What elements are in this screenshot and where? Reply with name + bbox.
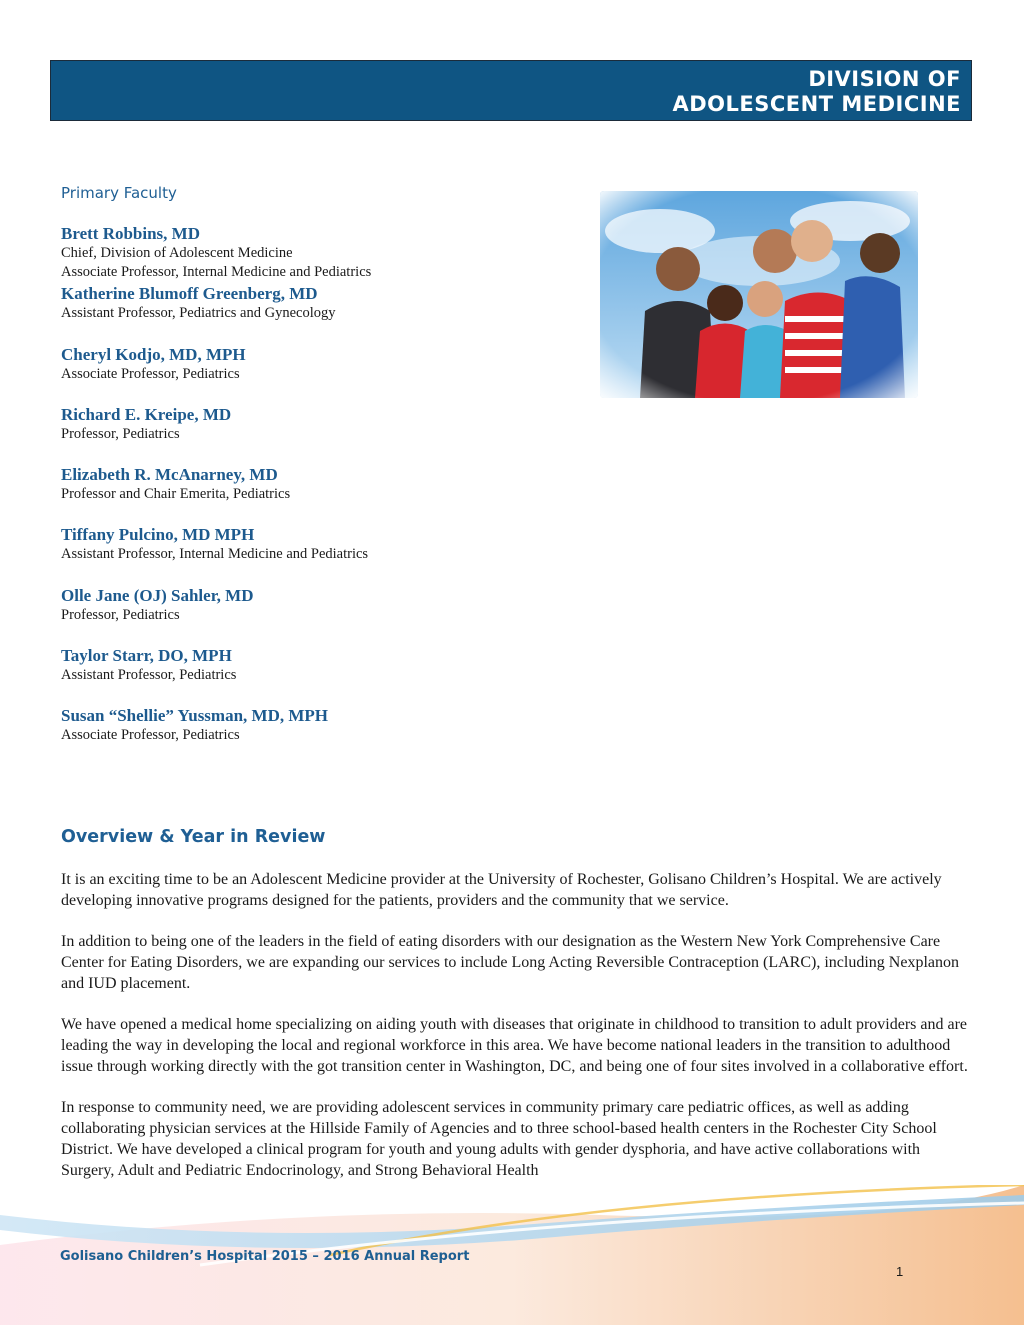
faculty-entry [61,224,581,284]
faculty-name: Richard E. Kreipe, MD [61,404,232,424]
faculty-title: Associate Professor, Internal Medicine and Pediatrics [61,264,372,280]
faculty-title: Professor and Chair Emerita, Pediatrics [61,486,291,503]
faculty-name: Elizabeth R. McAnarney, MD [61,465,278,485]
header-line-1: DIVISION OF [808,67,961,91]
faculty-entry [61,345,581,405]
faculty-title: Professor, Pediatrics [61,425,180,442]
faculty-title: Associate Professor, Pediatrics [61,365,240,382]
faculty-name: Susan “Shellie” Yussman, MD, MPH [61,706,329,726]
faculty-entry [61,465,581,525]
faculty-title: Assistant Professor, Pediatrics and Gynecology [61,305,336,322]
faculty-title: Professor, Pediatrics [61,606,180,623]
faculty-entry [61,525,581,585]
overview-body [61,869,971,1201]
faculty-name: Brett Robbins, MD [61,224,200,243]
faculty-list [61,224,581,767]
faculty-entry [61,405,581,465]
faculty-title: Associate Professor, Pediatrics [61,727,240,744]
overview-paragraph: In response to community need, we are providing adolescent services in community primary care pediatric offices, as well as adding collaborating physician services at the Hillside Family of Agencies and to three school-based health centers in the Rochester City School District. We have developed a clinical program for youth and young adults with gender dysphoria, and have active collaborations with Surgery, Adult and Pediatric Endocrinology, and Strong Behavioral Health [61,1099,937,1179]
overview-paragraph: It is an exciting time to be an Adolescent Medicine provider at the University of Rochester, Golisano Children’s Hospital. We are actively developing innovative programs designed for the patients, providers and the community that we service. [61,871,942,909]
footer-report-title: Golisano Children’s Hospital 2015 – 2016 Annual Report [60,1249,470,1264]
teen-group-photo [600,191,918,398]
overview-heading: Overview & Year in Review [61,827,326,847]
faculty-name: Katherine Blumoff Greenberg, MD [61,284,318,304]
division-header-banner [50,60,972,121]
faculty-title: Assistant Professor, Pediatrics [61,667,237,684]
header-line-2: ADOLESCENT MEDICINE [672,92,961,116]
faculty-name: Olle Jane (OJ) Sahler, MD [61,585,254,605]
faculty-entry [61,646,581,706]
faculty-title: Assistant Professor, Internal Medicine and Pediatrics [61,546,369,563]
page-number: 1 [896,1264,904,1279]
overview-paragraph: We have opened a medical home specializing on aiding youth with diseases that originate in childhood to transition to adult providers and are leading the way in developing the local and regional workforce in this area. We have become national leaders in the transition to adulthood issue through working directly with the got transition center in Washington, DC, and being one of four sites involved in a collaborative effort. [61,1016,968,1075]
faculty-name: Tiffany Pulcino, MD MPH [61,525,255,545]
faculty-entry [61,586,581,646]
faculty-name: Taylor Starr, DO, MPH [61,646,232,666]
faculty-title: Chief, Division of Adolescent Medicine [61,245,293,261]
primary-faculty-label: Primary Faculty [61,184,177,202]
faculty-name: Cheryl Kodjo, MD, MPH [61,344,246,364]
overview-paragraph: In addition to being one of the leaders in the field of eating disorders with our designation as the Western New York Comprehensive Care Center for Eating Disorders, we are expanding our services to include Long Acting Reversible Contraception (LARC), including Nexplanon and IUD placement. [61,933,959,992]
faculty-entry [61,284,581,344]
faculty-entry [61,706,581,766]
